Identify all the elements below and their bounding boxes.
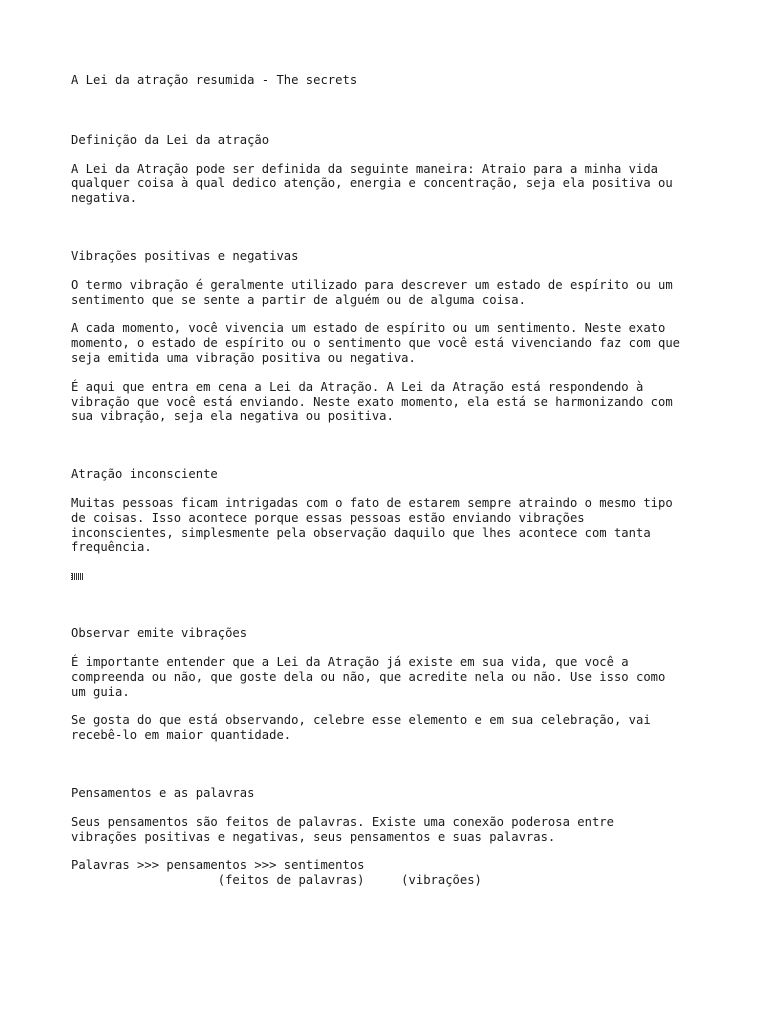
paragraph: O termo vibração é geralmente utilizado para descrever um estado de espírito ou um sentimento que se sente a partir de alguém ou de alguma coisa.	[71, 277, 673, 307]
paragraph: A cada momento, você vivencia um estado de espírito ou um sentimento. Neste exato momento, o estado de espírito ou o sentimento que você está vivenciando faz com que seja emitida uma vibração positiva ou negativa.	[71, 321, 681, 365]
paragraph: É importante entender que a Lei da Atração já existe em sua vida, que você a compreenda ou não, que goste dela ou não, que acredite nela ou não. Use isso como um guia.	[71, 654, 666, 699]
section-thoughts-words	[71, 786, 711, 888]
document-title: A Lei da atração resumida - The secrets	[71, 73, 358, 87]
section-definition	[71, 133, 711, 206]
paragraph: Seus pensamentos são feitos de palavras. Existe uma conexão poderosa entre vibrações positivas e negativas, seus pensamentos e suas palavras.	[71, 814, 614, 844]
broken-image-icon	[71, 569, 711, 583]
section-heading: Vibrações positivas e negativas	[71, 248, 299, 263]
section-heading: Atração inconsciente	[71, 467, 218, 482]
formula-line: Palavras >>> pensamentos >>> sentimentos	[71, 858, 365, 873]
section-observe	[71, 626, 711, 743]
paragraph: Se gosta do que está observando, celebre esse elemento e em sua celebração, vai recebê-lo em maior quantidade.	[71, 713, 651, 743]
paragraph: É aqui que entra em cena a Lei da Atração. A Lei da Atração está respondendo à vibração que você está enviando. Neste exato momento, ela está se harmonizando com sua vibração, seja ela negativa ou positiva.	[71, 379, 673, 424]
section-unconscious-attraction	[71, 467, 711, 583]
section-vibrations	[71, 249, 711, 424]
section-heading: Observar emite vibrações	[71, 626, 248, 641]
formula-caption-line: (feitos de palavras) (vibrações)	[71, 873, 482, 888]
section-heading: Pensamentos e as palavras	[71, 785, 255, 800]
section-heading: Definição da Lei da atração	[71, 132, 270, 147]
paragraph: A Lei da Atração pode ser definida da seguinte maneira: Atraio para a minha vida qualquer coisa à qual dedico atenção, energia e concentração, seja ela positiva ou negativa.	[71, 161, 673, 206]
document-page	[71, 73, 711, 888]
paragraph: Muitas pessoas ficam intrigadas com o fato de estarem sempre atraindo o mesmo tipo de coisas. Isso acontece porque essas pessoas estão enviando vibrações inconscientes, simplesmente pela observação daquilo que lhes acontece com tanta frequência.	[71, 495, 673, 555]
